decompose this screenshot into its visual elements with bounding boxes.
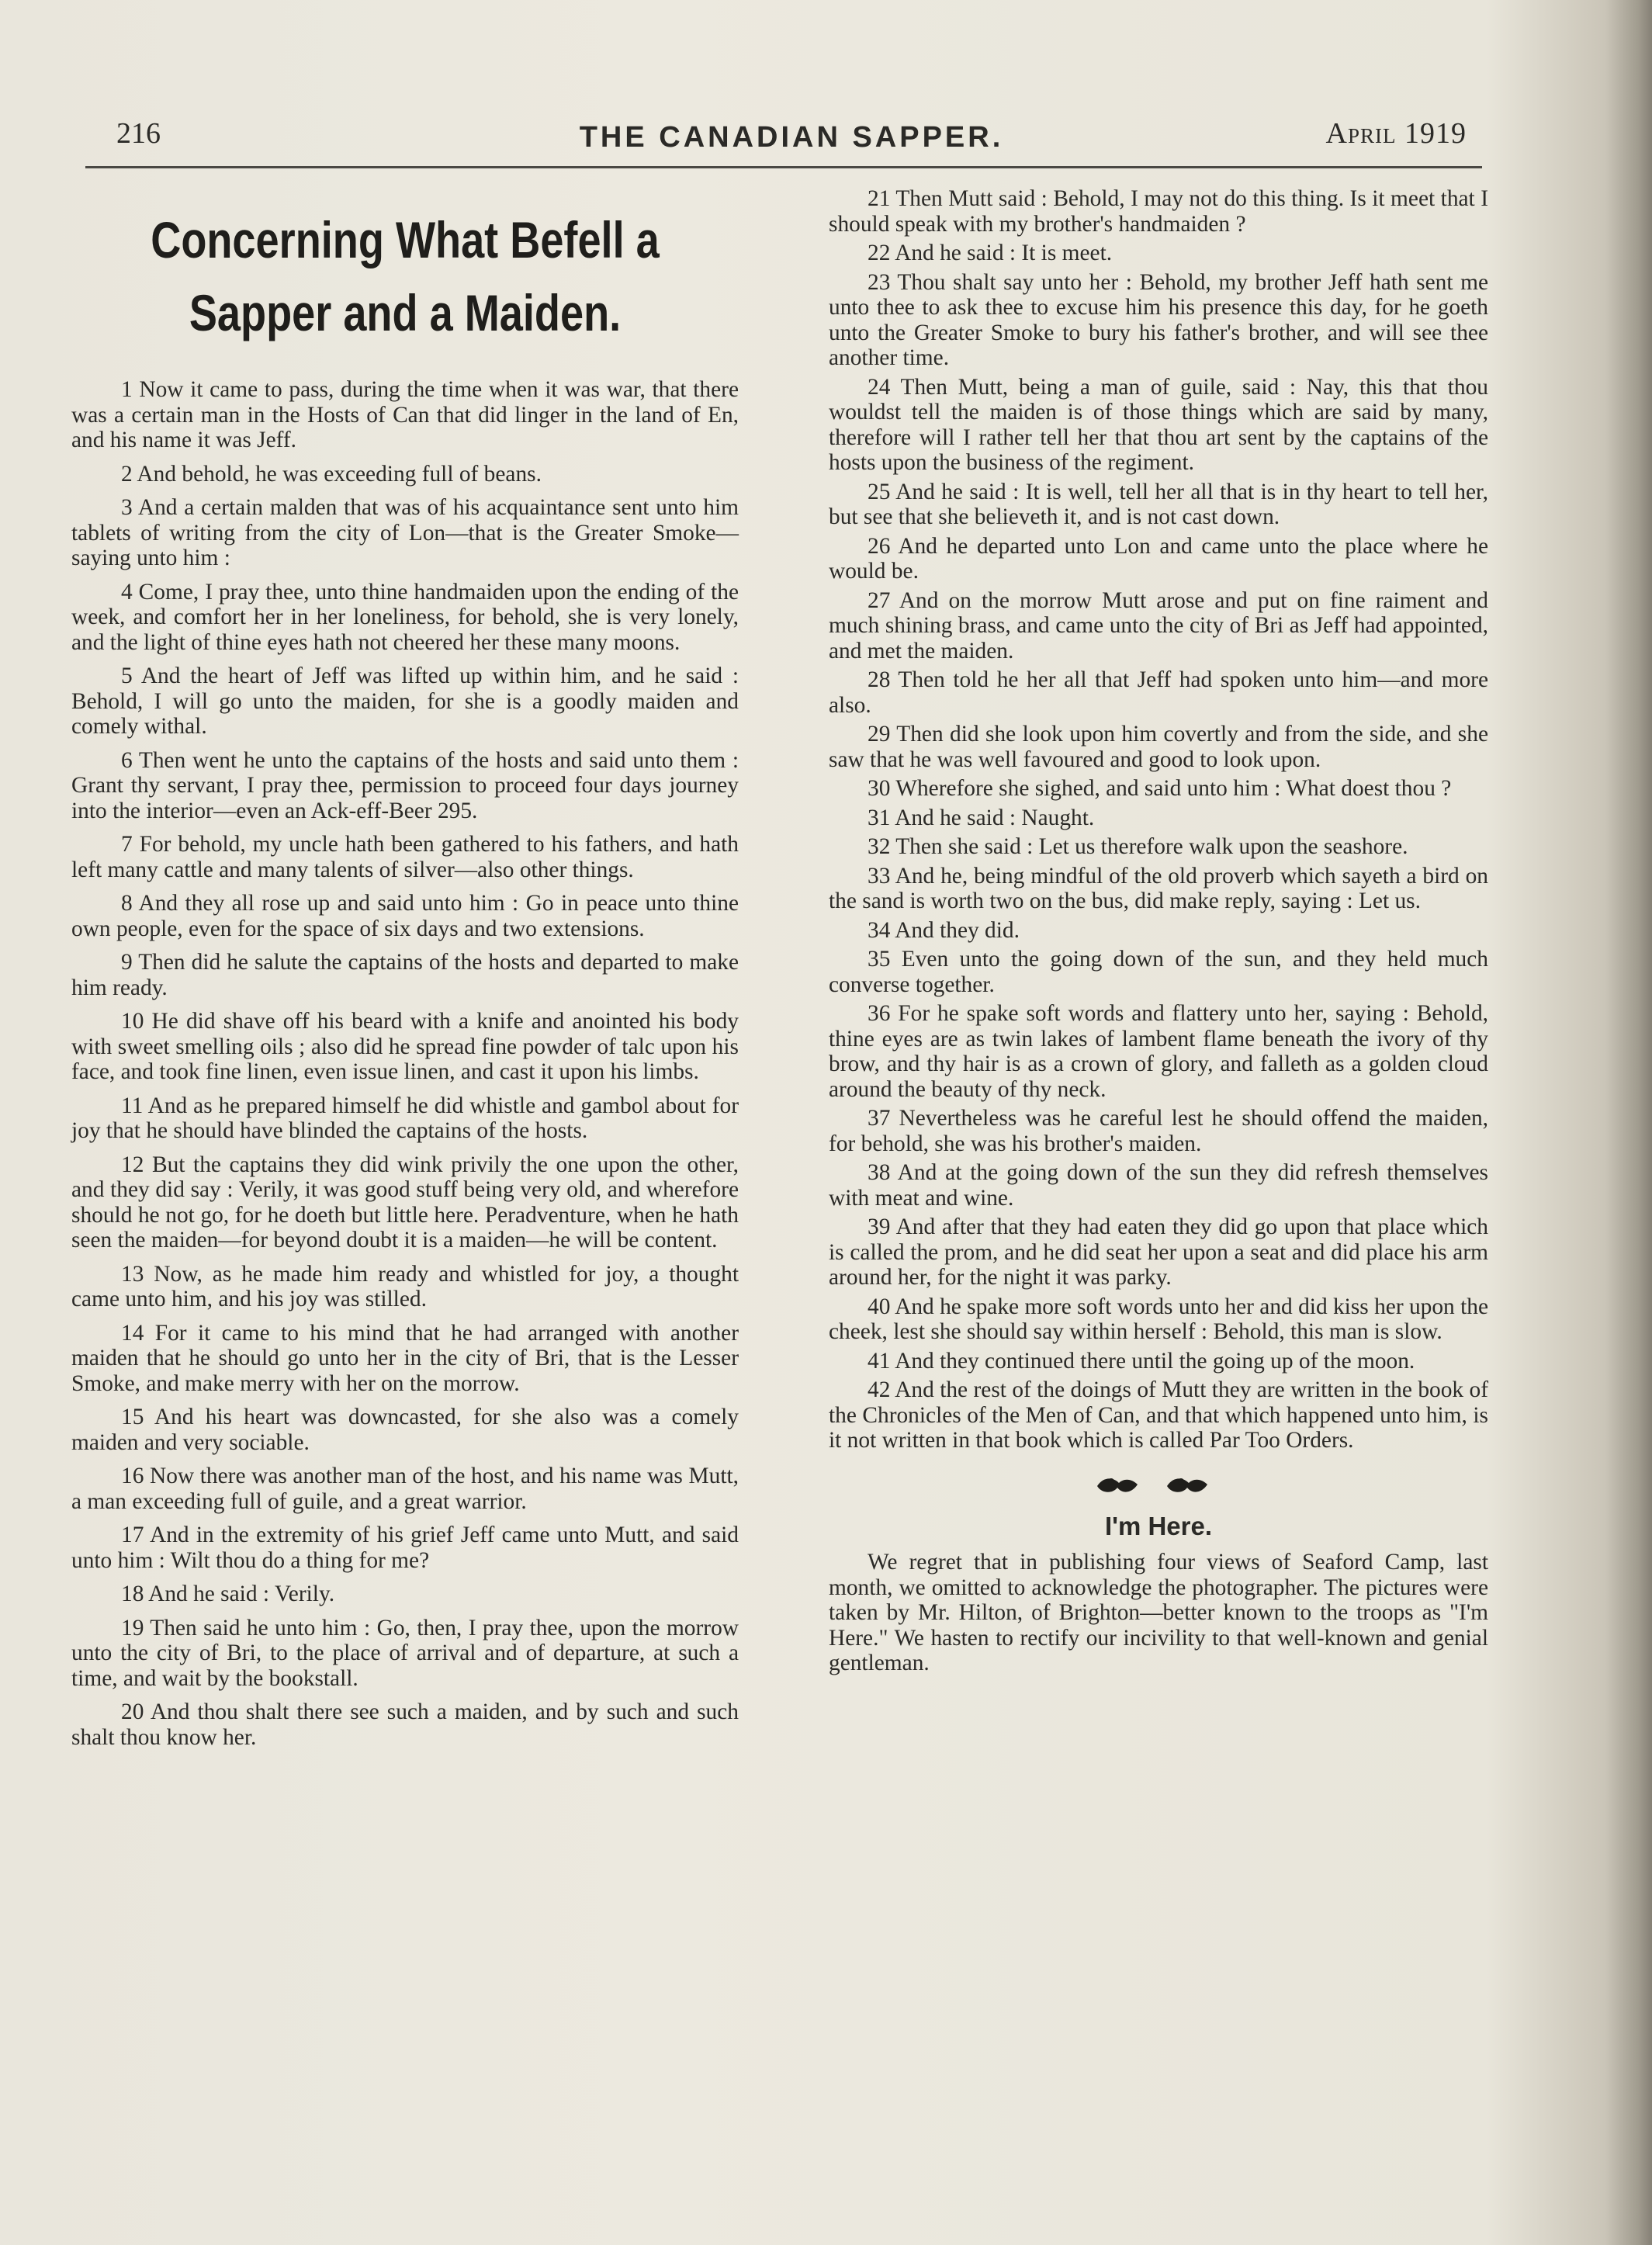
verse-paragraph: 5 And the heart of Jeff was lifted up within him, and he said : Behold, I will go unto the maiden, for she is a goodly maiden and comely withal. [71, 663, 739, 739]
verse-paragraph: 24 Then Mutt, being a man of guile, said : Nay, this that thou wouldst tell the maiden is of those things which are said by many, therefore will I rather tell her that thou art sent by the captains of the hosts upon the business of the regiment. [829, 374, 1488, 475]
verse-paragraph: 6 Then went he unto the captains of the hosts and said unto them : Grant thy servant, I pray thee, permission to proceed four days journey into the interior—even an Ack-eff-Beer 295. [71, 747, 739, 823]
verse-paragraph: 26 And he departed unto Lon and came unto the place where he would be. [829, 533, 1488, 584]
verse-paragraph: 34 And they did. [868, 917, 1020, 943]
article-title-line-2: Sapper and a Maiden. [189, 284, 622, 341]
notice-body: We regret that in publishing four views of Seaford Camp, last month, we omitted to acknowledge the photographer. The pictures were taken by Mr. Hilton, of Brighton—better known to the troops as "I'm Here." We hasten to rectify our incivility to that well-known and genial gentleman. [829, 1550, 1488, 1675]
verse-paragraph: 7 For behold, my uncle hath been gathered to his fathers, and hath left many cattle and many talents of silver—also other things. [71, 832, 739, 882]
verse-paragraph: 9 Then did he salute the captains of the hosts and departed to make him ready. [71, 950, 739, 1000]
right-verses [829, 186, 1488, 1453]
verse-paragraph: 22 And he said : It is meet. [868, 241, 1113, 265]
verse-paragraph: 13 Now, as he made him ready and whistled for joy, a thought came unto him, and his joy was stilled. [71, 1261, 739, 1311]
left-verses [71, 377, 739, 1750]
publication-title: THE CANADIAN SAPPER. [579, 121, 1004, 154]
verse-paragraph: 14 For it came to his mind that he had arranged with another maiden that he should go unto her in the city of Bri, that is the Lesser Smoke, and make merry with her on the morrow. [71, 1320, 739, 1396]
right-column [829, 186, 1488, 1680]
verse-paragraph: 23 Thou shalt say unto her : Behold, my brother Jeff hath sent me unto thee to ask thee to excuse him his presence this day, for he goeth unto the Greater Smoke to bury his father's brother, and will see thee another time. [829, 269, 1488, 370]
verse-paragraph: 42 And the rest of the doings of Mutt they are written in the book of the Chronicles of the Men of Can, and that which happened unto him, is it not written in that book which is called Par Too Orders. [829, 1377, 1488, 1453]
verse-paragraph: 28 Then told he her all that Jeff had spoken unto him—and more also. [829, 667, 1488, 718]
header-rule [85, 166, 1482, 168]
verse-paragraph: 25 And he said : It is well, tell her all that is in thy heart to tell her, but see that she believeth it, and is not cast down. [829, 479, 1488, 529]
verse-paragraph: 38 And at the going down of the sun they did refresh themselves with meat and wine. [829, 1160, 1488, 1211]
verse-paragraph: 12 But the captains they did wink privily the one upon the other, and they did say : Verily, it was good stuff being very old, and wherefore should he not go, for he doeth but little here. Peradventure, when he hath seen the maiden—for beyond doubt it is a maiden—he will be content. [71, 1152, 739, 1252]
verse-paragraph: 36 For he spake soft words and flattery unto her, saying : Behold, thine eyes are as twin lakes of lambent flame beneath the ivory of thy brow, and thy hair is as a crown of glory, and falleth as a golden cloud around the beauty of thy neck. [829, 1001, 1488, 1102]
verse-paragraph: 11 And as he prepared himself he did whistle and gambol about for joy that he should have blinded the captains of the hosts. [71, 1093, 739, 1143]
page-header [116, 110, 1467, 165]
page-number: 216 [116, 117, 161, 150]
verse-paragraph: 41 And they continued there until the going up of the moon. [868, 1348, 1415, 1374]
verse-paragraph: 35 Even unto the going down of the sun, and they held much converse together. [829, 947, 1488, 997]
page-spine-shadow [1605, 0, 1652, 2245]
verse-paragraph: 3 And a certain malden that was of his acquaintance sent unto him tablets of writing from the city of Lon—that is the Greater Smoke—saying unto him : [71, 495, 739, 570]
verse-paragraph: 30 Wherefore she sighed, and said unto him : What doest thou ? [868, 776, 1452, 801]
verse-paragraph: 8 And they all rose up and said unto him : Go in peace unto thine own people, even for the space of six days and two extensions. [71, 891, 739, 941]
verse-paragraph: 33 And he, being mindful of the old proverb which sayeth a bird on the sand is worth two on the bus, did make reply, saying : Let us. [829, 863, 1488, 913]
verse-paragraph: 21 Then Mutt said : Behold, I may not do this thing. Is it meet that I should speak with my brother's handmaiden ? [829, 186, 1488, 237]
verse-paragraph: 39 And after that they had eaten they did go upon that place which is called the prom, and he did seat her upon a seat and did place his arm around her, for the night it was parky. [829, 1214, 1488, 1290]
verse-paragraph: 15 And his heart was downcasted, for she also was a comely maiden and very sociable. [71, 1405, 739, 1455]
verse-paragraph: 40 And he spake more soft words unto her and did kiss her upon the cheek, lest she should say within herself : Behold, this man is slow. [829, 1294, 1488, 1344]
verse-paragraph: 20 And thou shalt there see such a maiden, and by such and such shalt thou know her. [71, 1699, 739, 1750]
article-title [131, 203, 678, 349]
issue-date: April 1919 [1325, 117, 1467, 150]
section-ornament [829, 1471, 1488, 1502]
verse-paragraph: 19 Then said he unto him : Go, then, I pray thee, upon the morrow unto the city of Bri, to the place of arrival and of departure, at such a time, and wait by the bookstall. [71, 1615, 739, 1691]
verse-paragraph: 2 And behold, he was exceeding full of beans. [121, 461, 542, 487]
verse-paragraph: 27 And on the morrow Mutt arose and put on fine raiment and much shining brass, and came unto the city of Bri as Jeff had appointed, and met the maiden. [829, 587, 1488, 663]
left-column [71, 186, 739, 1758]
verse-paragraph: 37 Nevertheless was he careful lest he should offend the maiden, for behold, she was his brother's maiden. [829, 1106, 1488, 1156]
verse-paragraph: 4 Come, I pray thee, unto thine handmaiden upon the ending of the week, and comfort her in her loneliness, for behold, she is very lonely, and the light of thine eyes hath not cheered her these many moons. [71, 579, 739, 655]
verse-paragraph: 1 Now it came to pass, during the time when it was war, that there was a certain man in the Hosts of Can that did linger in the land of En, and his name it was Jeff. [71, 377, 739, 452]
notice-title: I'm Here. [1104, 1511, 1213, 1540]
verse-paragraph: 29 Then did she look upon him covertly and from the side, and she saw that he was well favoured and good to look upon. [829, 722, 1488, 772]
leaf-ornament-icon [1093, 1471, 1224, 1498]
verse-paragraph: 18 And he said : Verily. [121, 1582, 335, 1606]
verse-paragraph: 10 He did shave off his beard with a knife and anointed his body with sweet smelling oils ; also did he spread fine powder of talc upon his face, and took fine linen, even issue linen, and cast it upon his limbs. [71, 1009, 739, 1084]
verse-paragraph: 17 And in the extremity of his grief Jeff came unto Mutt, and said unto him : Wilt thou do a thing for me? [71, 1523, 739, 1573]
article-title-line-1: Concerning What Befell a [151, 211, 660, 268]
verse-paragraph: 16 Now there was another man of the host, and his name was Mutt, a man exceeding full of guile, and a great warrior. [71, 1464, 739, 1514]
verse-paragraph: 31 And he said : Naught. [868, 805, 1095, 830]
verse-paragraph: 32 Then she said : Let us therefore walk upon the seashore. [868, 834, 1408, 859]
